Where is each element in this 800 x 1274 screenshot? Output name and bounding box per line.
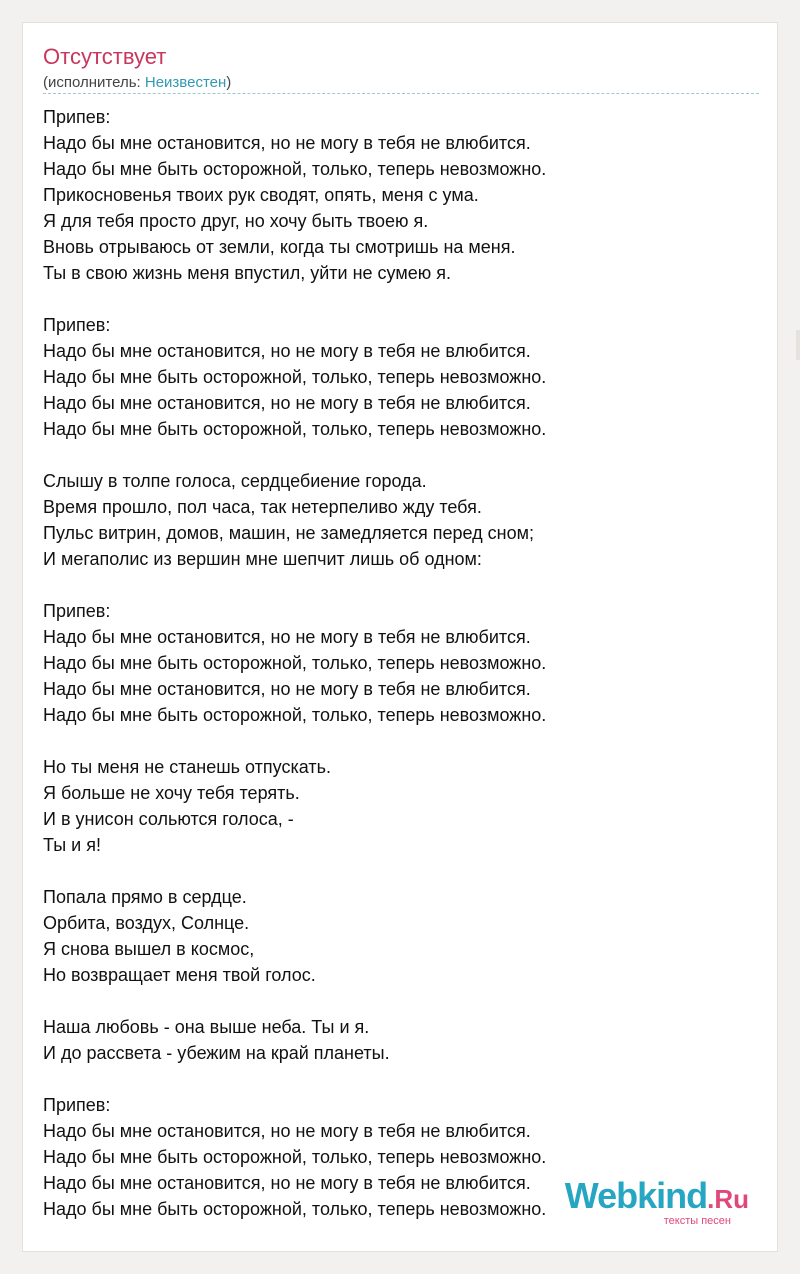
performer-label: (исполнитель: bbox=[43, 74, 145, 91]
lyrics-line: Вновь отрываюсь от земли, когда ты смотришь на меня. bbox=[43, 237, 516, 257]
site-tagline: тексты песен bbox=[663, 1215, 731, 1227]
lyrics-line: Надо бы мне быть осторожной, только, теперь невозможно. bbox=[43, 419, 547, 439]
lyrics-verse bbox=[43, 312, 759, 442]
lyrics-line: Надо бы мне остановится, но не могу в тебя не влюбится. bbox=[43, 133, 531, 153]
lyrics-line: Надо бы мне быть осторожной, только, теперь невозможно. bbox=[43, 1147, 547, 1167]
site-logo-wordmark bbox=[564, 1175, 749, 1217]
lyrics-verse bbox=[43, 754, 759, 858]
lyrics-line: Орбита, воздух, Солнце. bbox=[43, 913, 250, 933]
lyrics-line: Надо бы мне быть осторожной, только, теперь невозможно. bbox=[43, 705, 547, 725]
performer-close: ) bbox=[226, 74, 232, 91]
site-logo[interactable] bbox=[564, 1175, 749, 1227]
lyrics-line: Я для тебя просто друг, но хочу быть твоею я. bbox=[43, 211, 429, 231]
lyrics-verse bbox=[43, 104, 759, 286]
lyrics-verse bbox=[43, 884, 759, 988]
lyrics-line: Надо бы мне быть осторожной, только, теперь невозможно. bbox=[43, 653, 547, 673]
lyrics-line: Надо бы мне остановится, но не могу в тебя не влюбится. bbox=[43, 1121, 531, 1141]
lyrics-line: Надо бы мне остановится, но не могу в тебя не влюбится. bbox=[43, 627, 531, 647]
lyrics-line: Надо бы мне быть осторожной, только, теперь невозможно. bbox=[43, 367, 547, 387]
lyrics-line: Ты в свою жизнь меня впустил, уйти не сумею я. bbox=[43, 263, 451, 283]
lyrics-line: Надо бы мне быть осторожной, только, теперь невозможно. bbox=[43, 159, 547, 179]
lyrics-line: Надо бы мне остановится, но не могу в тебя не влюбится. bbox=[43, 393, 531, 413]
lyrics-line: Припев: bbox=[43, 107, 111, 127]
site-logo-name: Webkind bbox=[564, 1175, 708, 1216]
lyrics-line: Ты и я! bbox=[43, 835, 101, 855]
site-logo-suffix: .Ru bbox=[707, 1184, 749, 1214]
header-divider bbox=[43, 93, 759, 94]
lyrics-line: Но ты меня не станешь отпускать. bbox=[43, 757, 331, 777]
lyrics-line: Наша любовь - она выше неба. Ты и я. bbox=[43, 1017, 370, 1037]
lyrics-line: Время прошло, пол часа, так нетерпеливо жду тебя. bbox=[43, 497, 482, 517]
lyrics-line: И мегаполис из вершин мне шепчит лишь об одном: bbox=[43, 549, 482, 569]
lyrics-line: Но возвращает меня твой голос. bbox=[43, 965, 316, 985]
lyrics-line: Слышу в толпе голоса, сердцебиение города. bbox=[43, 471, 427, 491]
song-title: Отсутствует bbox=[43, 44, 167, 69]
lyrics-verse bbox=[43, 1014, 759, 1066]
lyrics-line: Надо бы мне остановится, но не могу в тебя не влюбится. bbox=[43, 341, 531, 361]
lyrics-line: Я больше не хочу тебя терять. bbox=[43, 783, 300, 803]
lyrics-text bbox=[43, 104, 759, 1248]
performer-line bbox=[43, 73, 231, 93]
lyrics-line: Надо бы мне остановится, но не могу в тебя не влюбится. bbox=[43, 1173, 531, 1193]
lyrics-line: Припев: bbox=[43, 1095, 111, 1115]
lyrics-line: Надо бы мне остановится, но не могу в тебя не влюбится. bbox=[43, 679, 531, 699]
lyrics-line: Пульс витрин, домов, машин, не замедляется перед сном; bbox=[43, 523, 534, 543]
lyrics-line: И до рассвета - убежим на край планеты. bbox=[43, 1043, 390, 1063]
lyrics-line: Припев: bbox=[43, 601, 111, 621]
lyrics-card bbox=[22, 22, 778, 1252]
lyrics-verse bbox=[43, 598, 759, 728]
lyrics-line: И в унисон сольются голоса, - bbox=[43, 809, 294, 829]
lyrics-line: Попала прямо в сердце. bbox=[43, 887, 247, 907]
lyrics-line: Надо бы мне быть осторожной, только, теперь невозможно. bbox=[43, 1199, 547, 1219]
page-edge-shadow bbox=[796, 330, 800, 360]
lyrics-line: Прикосновенья твоих рук сводят, опять, меня с ума. bbox=[43, 185, 479, 205]
lyrics-line: Припев: bbox=[43, 315, 111, 335]
lyrics-line: Я снова вышел в космос, bbox=[43, 939, 255, 959]
performer-link[interactable]: Неизвестен bbox=[144, 74, 227, 91]
lyrics-verse bbox=[43, 468, 759, 572]
